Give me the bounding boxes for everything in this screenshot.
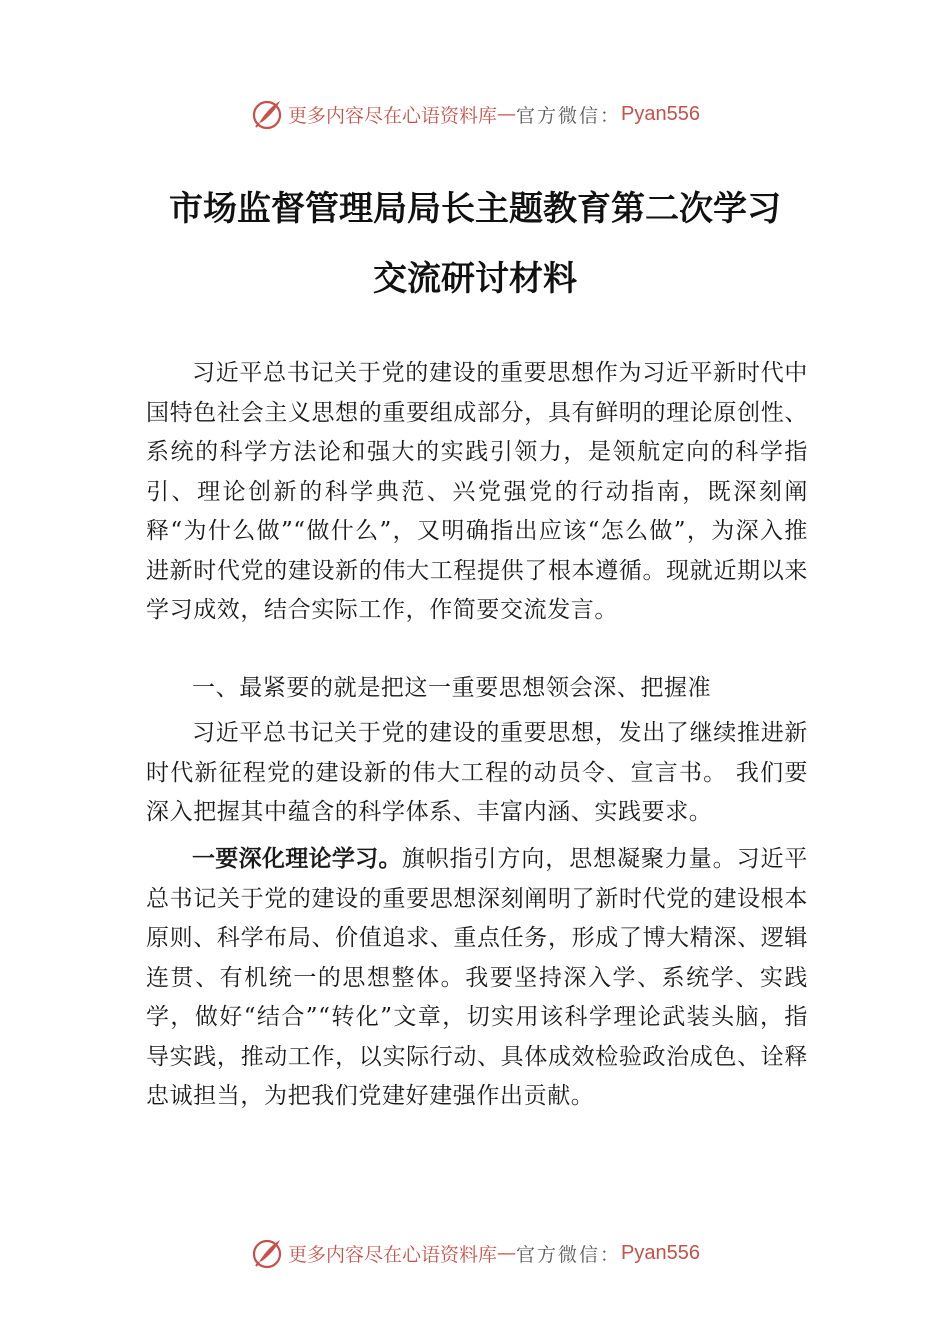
watermark-wechat-label: 官方微信： — [516, 104, 622, 127]
bottom-watermark-banner — [0, 1233, 950, 1273]
paragraph-theory-study — [146, 840, 808, 1117]
paragraph-section1 — [146, 714, 808, 833]
document-title-line1: 市场监督管理局局长主题教育第二次学习 — [169, 189, 781, 229]
watermark-brand-text: 更多内容尽在心语资料库 — [288, 104, 498, 127]
watermark-dash: — — [497, 1242, 517, 1264]
paragraph-lead-bold: 一要深化理论学习。 — [192, 846, 402, 872]
paragraph-intro-text: 习近平总书记关于党的建设的重要思想作为习近平新时代中国特色社会主义思想的重要组成部分，具有鲜明的理论原创性、系统的科学方法论和强大的实践引领力，是领航定向的科学指引、理论创新的科学典范、兴党强党的行动指南，既深刻阐释“为什么做”“做什么”，又明确指出应该“怎么做”，为深入推进新时代党的建设新的伟大工程提供了根本遵循。现就近期以来学习成效，结合实际工作，作简要交流发言。 — [146, 360, 808, 623]
watermark-wechat-label: 官方微信： — [516, 1243, 622, 1266]
paragraph-intro — [146, 354, 808, 631]
feather-pen-logo-icon — [250, 1236, 284, 1270]
paragraph-theory-study-rest: 旗帜指引方向，思想凝聚力量。习近平总书记关于党的建设的重要思想深刻阐明了新时代党的建设根本原则、科学布局、价值追求、重点任务，形成了博大精深、逻辑连贯、有机统一的思想整体。我要坚持深入学、系统学、实践学，做好“结合”“转化”文章，切实用该科学理论武装头脑，指导实践，推动工作，以实际行动、具体成效检验政治成色、诠释忠诚担当，为把我们党建好建强作出贡献。 — [146, 846, 809, 1109]
feather-pen-logo-icon — [250, 97, 284, 131]
section-heading-1 — [146, 669, 808, 709]
document-title-line2: 交流研讨材料 — [373, 259, 577, 299]
watermark-wechat-id: Pyan556 — [621, 102, 700, 125]
paragraph-theory-study-text — [146, 840, 808, 1117]
watermark-dash: — — [497, 103, 517, 125]
paragraph-section1-text: 习近平总书记关于党的建设的重要思想，发出了继续推进新时代新征程党的建设新的伟大工程的动员令、宣言书。 我们要深入把握其中蕴含的科学体系、丰富内涵、实践要求。 — [146, 720, 808, 825]
watermark-brand-text: 更多内容尽在心语资料库 — [288, 1243, 498, 1266]
top-watermark-banner — [0, 94, 950, 134]
watermark-wechat-id: Pyan556 — [621, 1241, 700, 1264]
section-heading-1-text: 一、最紧要的就是把这一重要思想领会深、把握准 — [192, 675, 712, 701]
